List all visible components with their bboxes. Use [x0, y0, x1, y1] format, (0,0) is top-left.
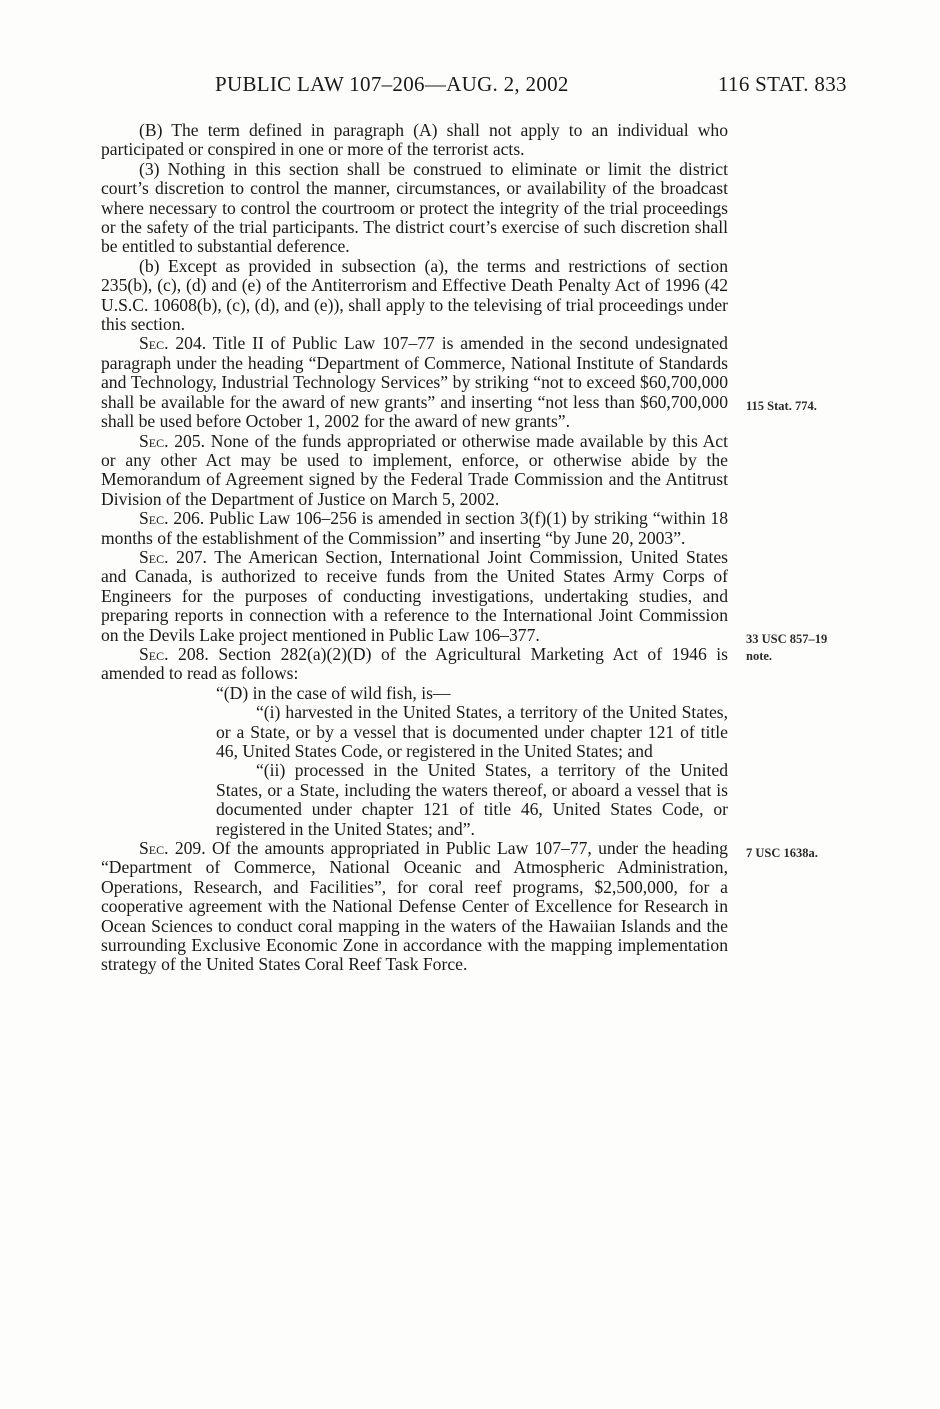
- section-204-label: Sec. 204.: [139, 333, 207, 354]
- section-207: [101, 548, 728, 645]
- paragraph-b-term: (B) The term defined in paragraph (A) shall not apply to an individual who participated or conspired in one or more of the terrorist acts.: [101, 120, 728, 160]
- quoted-clause-d: “(D) in the case of wild fish, is—: [216, 682, 451, 703]
- quoted-clause-ii: “(ii) processed in the United States, a territory of the United States, or a State, including the waters thereof, or aboard a vessel that is documented under chapter 121 of title 46, United States Code, or registered in the United States; and”.: [216, 760, 728, 839]
- section-205: [101, 432, 728, 510]
- section-206-text: Public Law 106–256 is amended in section 3(f)(1) by striking “within 18 months of the establishment of the Commission” and inserting “by June 20, 2003”.: [101, 508, 728, 548]
- section-205-text: None of the funds appropriated or otherwise made available by this Act or any other Act may be used to implement, enforce, or otherwise abide by the Memorandum of Agreement signed by the Federal Trade Commission and the Antitrust Division of the Department of Justice on March 5, 2002.: [101, 430, 728, 509]
- margin-note-33-usc-line2: note.: [746, 649, 773, 663]
- margin-note-33-usc: [746, 631, 827, 665]
- paragraph-3-discretion: (3) Nothing in this section shall be construed to eliminate or limit the district court’s discretion to control the manner, circumstances, or availability of the broadcast where necessary to control the courtroom or protect the integrity of the trial proceedings or the safety of the trial participants. The district court’s exercise of such discretion shall be entitled to substantial deference.: [101, 158, 728, 257]
- body-text: [101, 121, 728, 975]
- section-206: [101, 509, 728, 548]
- section-204-text: Title II of Public Law 107–77 is amended in the second undesignated paragraph under the heading “Department of Commerce, National Institute of Standards and Technology, Industrial Technology Services” by striking “not to exceed $60,700,000 shall be available for the award of new grants” and inserting “not less than $60,700,000 shall be used before October 1, 2002 for the award of new grants”.: [101, 333, 728, 432]
- section-208-label: Sec. 208.: [139, 643, 209, 664]
- running-header: [0, 72, 940, 102]
- quoted-clause-i: “(i) harvested in the United States, a territory of the United States, or a State, or by a vessel that is documented under chapter 121 of title 46, United States Code, or registered in the United States; and: [216, 702, 728, 761]
- section-208-text: Section 282(a)(2)(D) of the Agricultural Marketing Act of 1946 is amended to read as follows:: [101, 643, 728, 684]
- margin-note-7-usc: 7 USC 1638a.: [746, 846, 818, 860]
- margin-note-115-stat: 115 Stat. 774.: [746, 399, 817, 413]
- section-209: [101, 839, 728, 975]
- paragraph-b-restrictions: (b) Except as provided in subsection (a), the terms and restrictions of section 235(b), (c), (d) and (e) of the Antiterrorism and Effective Death Penalty Act of 1996 (42 U.S.C. 10608(b), (c), (d), and (e)), shall apply to the televising of trial proceedings under this section.: [101, 255, 728, 335]
- header-title: PUBLIC LAW 107–206—AUG. 2, 2002: [215, 72, 569, 96]
- section-207-text: The American Section, International Joint Commission, United States and Canada, is authorized to receive funds from the United States Army Corps of Engineers for the purposes of conducting investigations, undertaking studies, and preparing reports in connection with a reference to the International Joint Commission on the Devils Lake project mentioned in Public Law 106–377.: [101, 546, 728, 645]
- section-204: [101, 334, 728, 431]
- margin-note-33-usc-line1: 33 USC 857–19: [746, 632, 828, 646]
- section-205-label: Sec. 205.: [139, 430, 206, 451]
- section-206-label: Sec. 206.: [139, 508, 205, 529]
- section-207-label: Sec. 207.: [139, 546, 207, 567]
- header-stat-citation: 116 STAT. 833: [718, 72, 847, 96]
- section-209-label: Sec. 209.: [139, 838, 206, 859]
- section-209-text: Of the amounts appropriated in Public Law 107–77, under the heading “Department of Commerce, National Oceanic and Atmospheric Administration, Operations, Research, and Facilities”, for coral reef programs, $2,500,000, for a cooperative agreement with the National Defense Center of Excellence for Research in Ocean Sciences to conduct coral mapping in the waters of the Hawaiian Islands and the surrounding Exclusive Economic Zone in accordance with the mapping implementation strategy of the United States Coral Reef Task Force.: [101, 838, 728, 975]
- section-208: [101, 645, 728, 684]
